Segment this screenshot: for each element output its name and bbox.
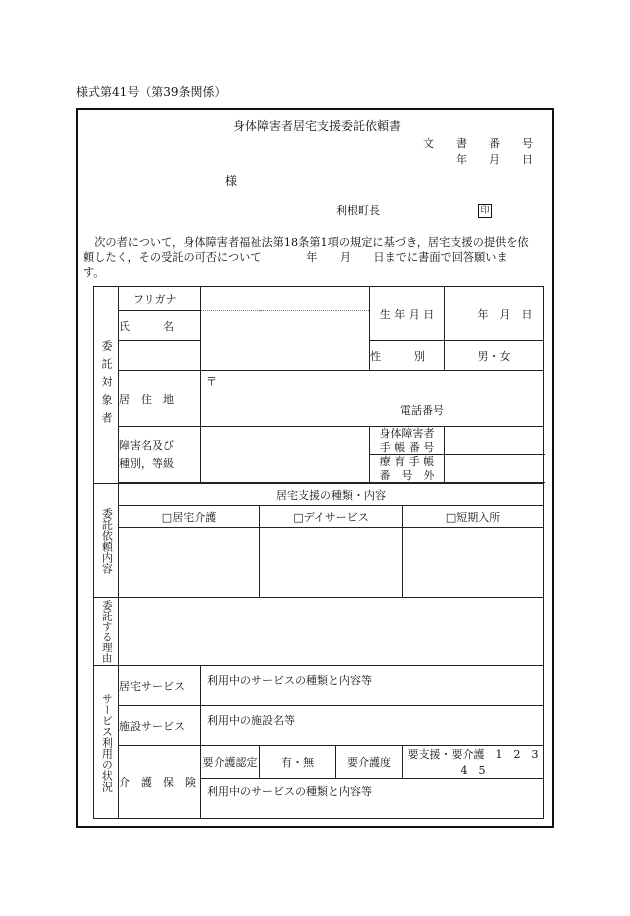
- home-care-detail[interactable]: [119, 528, 260, 598]
- form-title: 身体障害者居宅支援委託依頼書: [233, 119, 402, 133]
- facility-service-note: 利用中の施設名等: [207, 714, 295, 727]
- facility-service-label: 施設サービス: [119, 706, 201, 746]
- address-field[interactable]: [201, 371, 544, 427]
- body-line-1: 次の者について，身体障害者福祉法第18条第1項の規定に基づき，居宅支援の提供を依: [83, 236, 529, 249]
- body-line-2: 頼したく，その受託の可否について 年 月 日までに書面で回答願いま: [83, 251, 508, 264]
- handbook-label: 身体障害者 手 帳 番 号: [370, 427, 445, 455]
- birth-value[interactable]: 年 月 日: [445, 287, 544, 341]
- care-insurance-note: 利用中のサービスの種類と内容等: [207, 785, 372, 798]
- doc-number-label: 文 書 番 号: [423, 137, 533, 150]
- home-service-label: 居宅サービス: [119, 666, 201, 706]
- form-number: 様式第41号（第39条関係）: [76, 85, 227, 99]
- care-insurance-field[interactable]: [201, 779, 544, 819]
- short-stay-detail[interactable]: [403, 528, 544, 598]
- care-cert-value[interactable]: 有・無: [260, 746, 336, 779]
- address-label: 居 住 地: [119, 371, 201, 427]
- disability-label: 障害名及び 種別，等級: [119, 427, 201, 483]
- support-types-header: 居宅支援の種類・内容: [119, 484, 544, 506]
- name-label-cont: [119, 341, 201, 371]
- care-level-label: 要介護度: [336, 746, 403, 779]
- issuer: 利根町長: [336, 204, 380, 217]
- ryoiku-field[interactable]: [445, 455, 544, 483]
- care-cert-label: 要介護認定: [201, 746, 260, 779]
- reason-field[interactable]: [119, 598, 544, 666]
- home-service-field[interactable]: [201, 666, 544, 706]
- application-table: [93, 286, 550, 819]
- care-level-value[interactable]: 要支援・要介護 1 2 3 4 5: [403, 746, 544, 779]
- issue-date: 年 月 日: [456, 153, 533, 166]
- section-usage: サービス利用の状況: [94, 666, 119, 819]
- phone-label: 電話番号: [400, 404, 444, 417]
- ryoiku-label: 療 育 手 帳 番 号 外: [370, 455, 445, 483]
- care-insurance-label: 介 護 保 険: [119, 746, 201, 819]
- support-type-day-service[interactable]: □デイサービス: [260, 506, 403, 528]
- addressee-suffix: 様: [225, 174, 238, 188]
- facility-service-field[interactable]: [201, 706, 544, 746]
- section-reason: 委託する理由: [94, 598, 119, 666]
- seal-mark: 印: [478, 204, 492, 218]
- home-service-note: 利用中のサービスの種類と内容等: [207, 674, 372, 687]
- name-field[interactable]: [201, 311, 370, 371]
- postal-mark: 〒: [206, 375, 217, 388]
- section-request: 委託依頼内容: [94, 484, 119, 598]
- disability-field[interactable]: [201, 427, 370, 483]
- support-type-home-care[interactable]: □居宅介護: [119, 506, 260, 528]
- support-type-short-stay[interactable]: □短期入所: [403, 506, 544, 528]
- body-line-3: す。: [83, 266, 105, 279]
- day-service-detail[interactable]: [260, 528, 403, 598]
- furigana-field[interactable]: [201, 287, 370, 311]
- section-subject: 委託対象者: [94, 287, 119, 484]
- name-label: 氏 名: [119, 311, 201, 341]
- handbook-field[interactable]: [445, 427, 544, 455]
- gender-label: 性 別: [370, 341, 445, 371]
- furigana-label: フリガナ: [119, 287, 201, 311]
- gender-value[interactable]: 男・女: [445, 341, 544, 371]
- birth-label: 生 年 月 日: [370, 287, 445, 341]
